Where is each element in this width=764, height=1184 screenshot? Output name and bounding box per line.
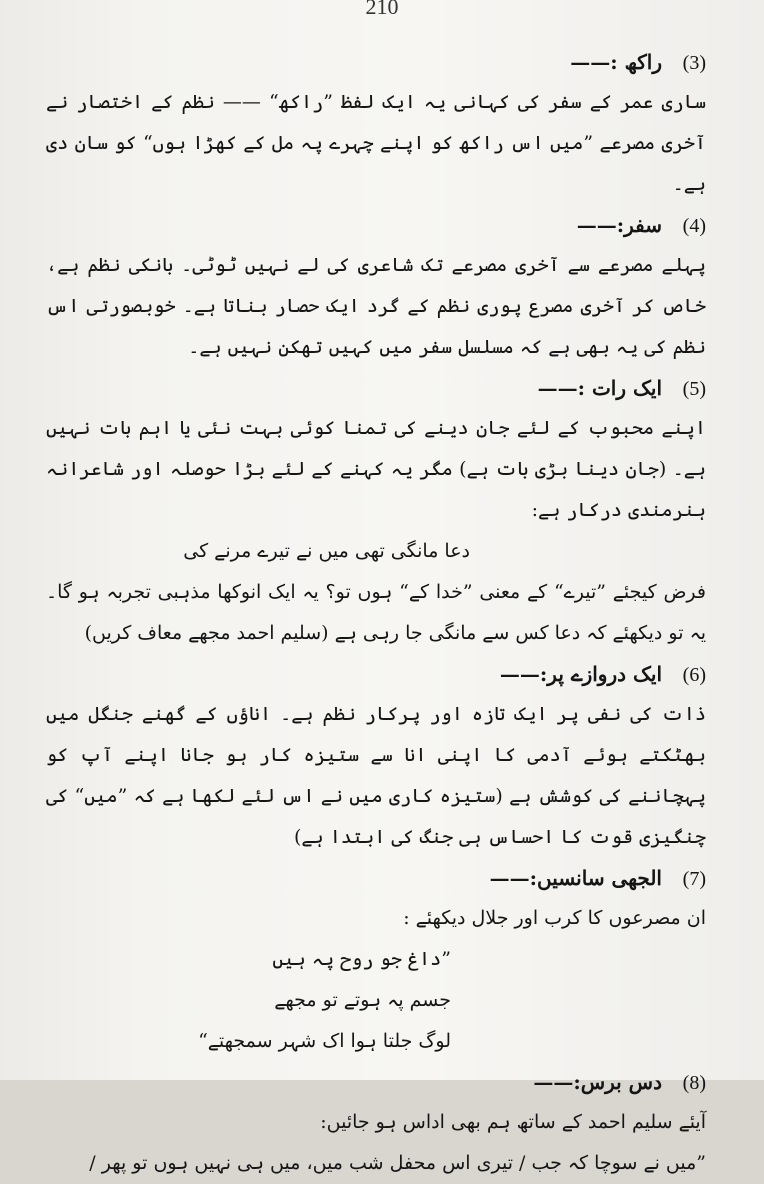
section-number: (4) xyxy=(682,215,706,237)
section-number: (5) xyxy=(682,378,706,400)
page-number: 210 xyxy=(365,0,399,19)
section-6-heading xyxy=(46,654,706,694)
section-7-verse-2: جسم پہ ہوتے تو مجھے xyxy=(274,989,451,1011)
section-7-intro: ان مصرعوں کا کرب اور جلال دیکھئے : xyxy=(403,907,706,929)
section-number: (3) xyxy=(682,52,706,74)
section-7-verse-1: ”داغ جو روح پہ ہیں xyxy=(272,948,451,970)
section-title: دس برس:—— xyxy=(533,1070,662,1094)
section-5-verse: دعا مانگی تھی میں نے تیرے مرنے کی xyxy=(183,540,470,562)
section-8-intro: آیئے سلیم احمد کے ساتھ ہم بھی اداس ہو جائیں: xyxy=(320,1111,706,1133)
section-3-heading xyxy=(46,42,706,82)
section-4-heading xyxy=(46,205,706,245)
section-8-heading xyxy=(46,1062,706,1102)
section-title: ایک دروازے پر:—— xyxy=(499,662,662,686)
section-8-verse: ”میں نے سوچا کہ جب / تیری اس محفل شب میں، میں ہی نہیں ہوں تو پھر / xyxy=(89,1152,706,1174)
section-title: راکھ :—— xyxy=(570,50,662,74)
section-5-paragraph-2: فرض کیجئے ”تیرے“ کے معنی ”خدا کے“ ہوں تو؟ یہ ایک انوکھا مذہبی تجربہ ہو گا۔ یہ تو دیکھئے کہ دعا کس سے مانگی جا رہی ہے (سلیم احمد مجھے معاف کریں) xyxy=(46,581,706,644)
section-number: (6) xyxy=(682,664,706,686)
section-4-paragraph: پہلے مصرعے سے آخری مصرعے تک شاعری کی لے نہیں ٹوٹی۔ بانکی نظم ہے، خاص کر آخری مصرع پوری نظم کے گرد ایک حصار بناتا ہے۔ خوبصورتی اس نظم کی یہ بھی ہے کہ مسلسل سفر میں کہیں تھکن نہیں ہے۔ xyxy=(46,254,706,358)
section-title: الجھی سانسیں:—— xyxy=(489,866,662,890)
section-number: (8) xyxy=(682,1072,706,1094)
section-7-verse-3: لوگ جلتا ہوا اک شہر سمجھتے“ xyxy=(198,1030,451,1052)
section-7-heading xyxy=(46,858,706,898)
section-number: (7) xyxy=(682,868,706,890)
section-title: سفر:—— xyxy=(576,213,662,237)
section-6-paragraph: ذات کی نفی پر ایک تازہ اور پرکار نظم ہے۔ اناؤں کے گھنے جنگل میں بھٹکتے ہوئے آدمی کا اپنی انا سے ستیزہ کار ہو جانا اپنے آپ کو پہچاننے کی کوشش ہے (ستیزہ کاری میں نے اس لئے لکھا ہے کہ ”میں“ کی چنگیزی قوت کا احساس ہی جنگ کی ابتدا ہے) xyxy=(46,703,706,848)
page-content xyxy=(46,42,706,1184)
section-5-paragraph: اپنے محبوب کے لئے جان دینے کی تمنا کوئی بہت نئی یا اہم بات نہیں ہے۔ (جان دینا بڑی بات ہے) مگر یہ کہنے کے لئے بڑا حوصلہ اور شاعرانہ ہنرمندی درکار ہے: xyxy=(46,417,706,521)
section-3-paragraph: ساری عمر کے سفر کی کہانی یہ ایک لفظ ”راکھ“ —— نظم کے اختصار نے آخری مصرعے ”میں اس راکھ کو اپنے چہرے پہ مل کے کھڑا ہوں“ کو سان دی ہے۔ xyxy=(46,91,706,195)
section-5-heading xyxy=(46,368,706,408)
section-title: ایک رات :—— xyxy=(537,376,662,400)
